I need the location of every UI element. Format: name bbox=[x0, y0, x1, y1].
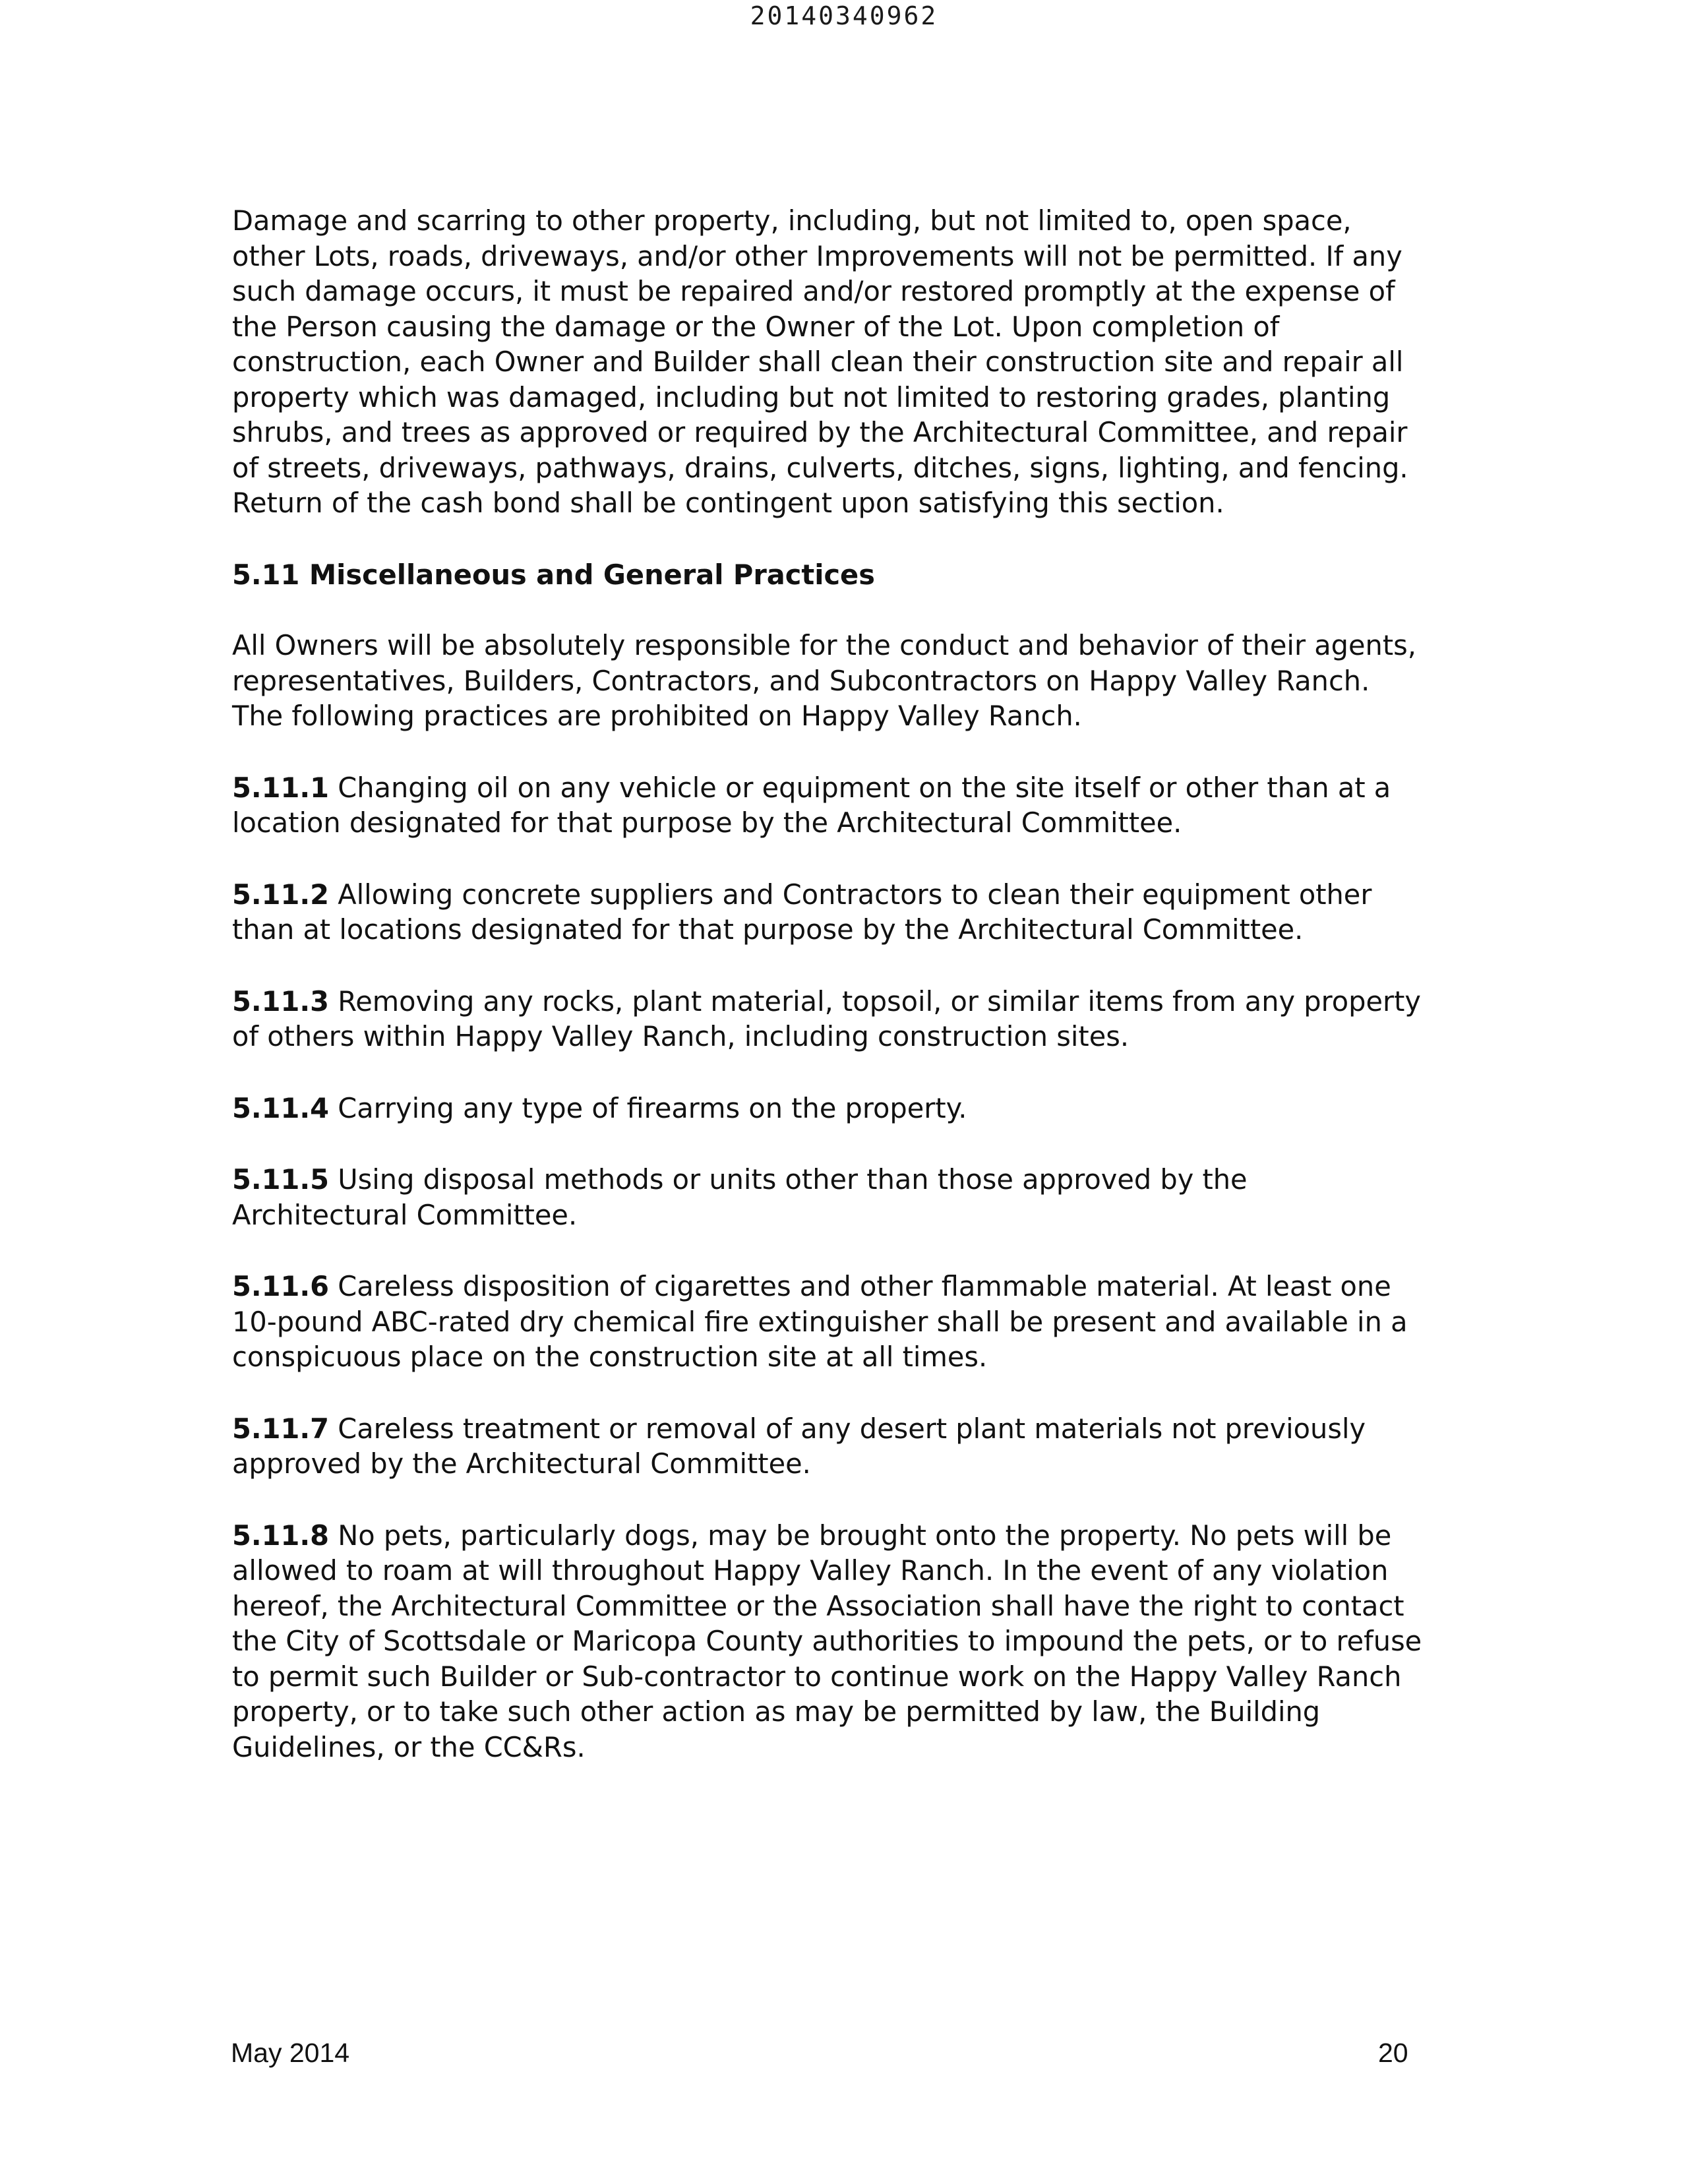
item-number: 5.11.5 bbox=[232, 1163, 330, 1196]
item-text: Carrying any type of firearms on the property. bbox=[329, 1091, 967, 1124]
list-item bbox=[232, 1518, 1426, 1765]
item-number: 5.11.4 bbox=[232, 1091, 330, 1124]
item-number: 5.11.8 bbox=[232, 1519, 330, 1552]
item-number: 5.11.6 bbox=[232, 1270, 330, 1302]
list-item bbox=[232, 770, 1426, 841]
item-text: Changing oil on any vehicle or equipment on the site itself or other than at a location designated for that purpose by the Architectural Committee. bbox=[232, 771, 1391, 839]
list-item bbox=[232, 984, 1426, 1054]
page-number: 20 bbox=[1378, 2038, 1408, 2068]
item-number: 5.11.3 bbox=[232, 985, 330, 1017]
page-body bbox=[232, 203, 1426, 1801]
item-text: Removing any rocks, plant material, topsoil, or similar items from any property of others within Happy Valley Ranch, including construction sites. bbox=[232, 985, 1421, 1052]
intro-paragraph: Damage and scarring to other property, including, but not limited to, open space, other Lots, roads, driveways, and/or other Improvements will not be permitted. If any such damage occurs, it must be repaired and/or restored promptly at the expense of the Person causing the damage or the Owner of the Lot. Upon completion of construction, each Owner and Builder shall clean their construction site and repair all property which was damaged, including but not limited to restoring grades, planting shrubs, and trees as approved or required by the Architectural Committee, and repair of streets, driveways, pathways, drains, culverts, ditches, signs, lighting, and fencing. Return of the cash bond shall be contingent upon satisfying this section. bbox=[232, 204, 1408, 519]
list-item bbox=[232, 1411, 1426, 1482]
list-item bbox=[232, 877, 1426, 948]
section-heading: 5.11 Miscellaneous and General Practices bbox=[232, 558, 875, 591]
list-item bbox=[232, 1091, 1426, 1126]
item-text: Using disposal methods or units other than those approved by the Architectural Committee. bbox=[232, 1163, 1248, 1231]
item-number: 5.11.2 bbox=[232, 878, 330, 911]
item-number: 5.11.7 bbox=[232, 1412, 330, 1445]
item-text: Careless treatment or removal of any desert plant materials not previously approved by the Architectural Committee. bbox=[232, 1412, 1366, 1480]
document-number: 20140340962 bbox=[750, 1, 938, 30]
list-item bbox=[232, 1269, 1426, 1375]
list-item bbox=[232, 1162, 1426, 1232]
item-text: Careless disposition of cigarettes and other flammable material. At least one 10-pound ABC-rated dry chemical fire extinguisher shall be present and available in a conspicuous place on the construction site at all times. bbox=[232, 1270, 1408, 1373]
footer-date: May 2014 bbox=[231, 2038, 350, 2068]
section-intro-paragraph: All Owners will be absolutely responsible for the conduct and behavior of their agents, representatives, Builders, Contractors, and Subcontractors on Happy Valley Ranch. The following practices are prohibited on Happy Valley Ranch. bbox=[232, 629, 1416, 732]
item-text: Allowing concrete suppliers and Contractors to clean their equipment other than at locations designated for that purpose by the Architectural Committee. bbox=[232, 878, 1372, 946]
item-number: 5.11.1 bbox=[232, 771, 330, 804]
item-text: No pets, particularly dogs, may be brought onto the property. No pets will be allowed to roam at will throughout Happy Valley Ranch. In the event of any violation hereof, the Architectural Committee or the Association shall have the right to contact the City of Scottsdale or Maricopa County authorities to impound the pets, or to refuse to permit such Builder or Sub-contractor to continue work on the Happy Valley Ranch property, or to take such other action as may be permitted by law, the Building Guidelines, or the CC&Rs. bbox=[232, 1519, 1422, 1763]
